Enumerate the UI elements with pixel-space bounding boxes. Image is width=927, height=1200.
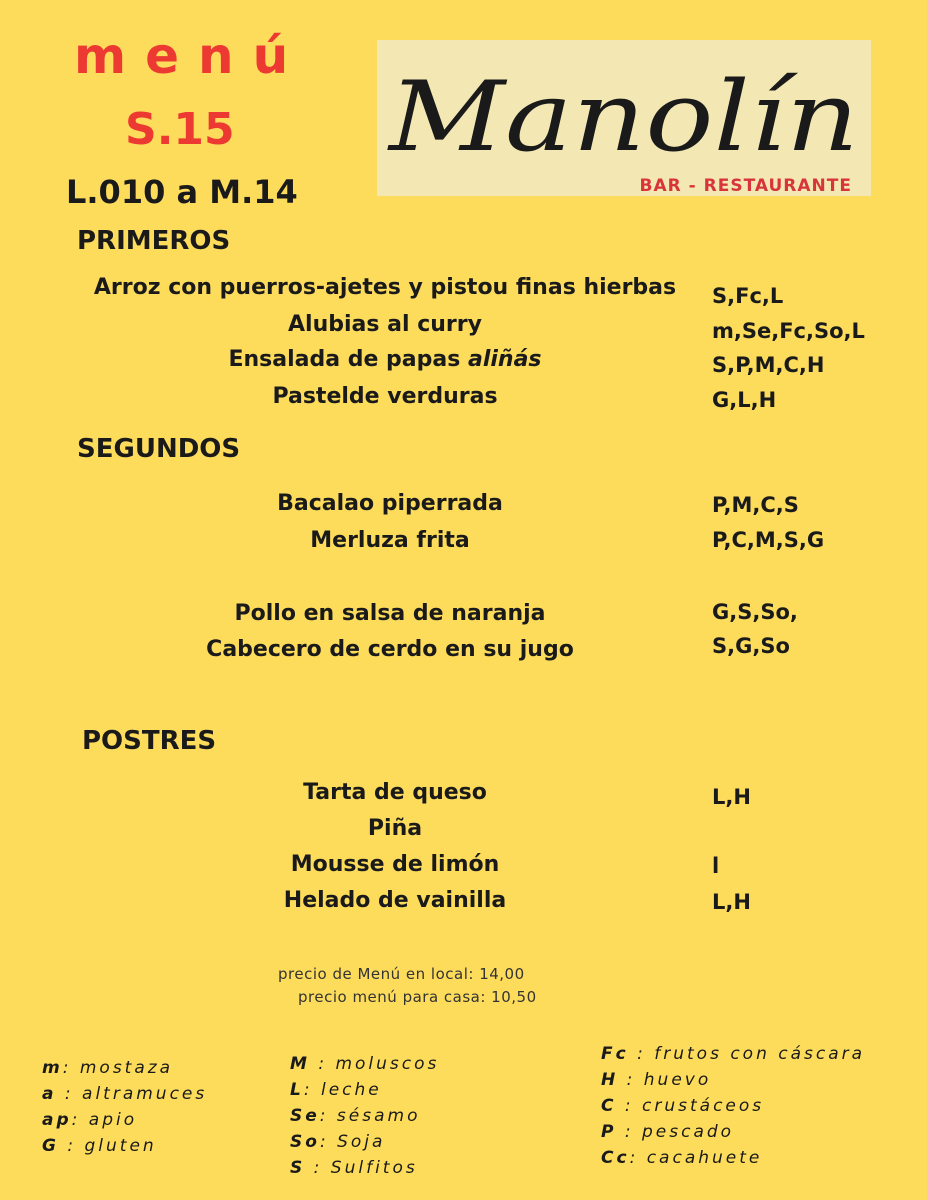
allergen-legend-col3 bbox=[601, 1041, 865, 1171]
legend-item: So: Soja bbox=[290, 1132, 386, 1152]
dish-primero-1: Arroz con puerros-ajetes y pistou finas hierbas bbox=[93, 275, 677, 300]
allergens-postre-3: l bbox=[712, 854, 720, 878]
allergen-legend-col2 bbox=[290, 1051, 439, 1181]
section-title-postres: POSTRES bbox=[82, 726, 217, 756]
dish-postre-2: Piña bbox=[367, 816, 423, 841]
legend-item: Cc: cacahuete bbox=[601, 1148, 763, 1168]
logo-subtitle: BAR - RESTAURANTE bbox=[639, 176, 852, 196]
allergens-postre-4: L,H bbox=[712, 890, 751, 914]
dish-postre-1: Tarta de queso bbox=[303, 780, 487, 805]
allergen-legend-col1 bbox=[42, 1055, 207, 1159]
logo-name: Manolín bbox=[386, 61, 859, 173]
restaurant-logo bbox=[377, 40, 871, 196]
legend-item: m: mostaza bbox=[42, 1058, 174, 1078]
dish-segundo-2: Merluza frita bbox=[310, 528, 470, 553]
legend-item: a : altramuces bbox=[42, 1084, 208, 1104]
allergens-segundo-4: S,G,So bbox=[712, 634, 790, 658]
section-title-segundos: SEGUNDOS bbox=[77, 434, 241, 464]
allergens-segundo-3: G,S,So, bbox=[712, 600, 798, 624]
legend-item: ap: apio bbox=[42, 1110, 138, 1130]
dish-postre-3: Mousse de limón bbox=[290, 852, 500, 877]
dish-segundo-1: Bacalao piperrada bbox=[277, 491, 503, 516]
dish-segundo-3: Pollo en salsa de naranja bbox=[234, 601, 546, 626]
legend-item: L: leche bbox=[290, 1080, 382, 1100]
allergens-segundo-2: P,C,M,S,G bbox=[712, 528, 825, 552]
legend-item: Se: sésamo bbox=[290, 1106, 421, 1126]
section-title-primeros: PRIMEROS bbox=[77, 226, 231, 256]
allergens-postre-1: L,H bbox=[712, 785, 751, 809]
price-home: precio menú para casa: 10,50 bbox=[298, 988, 537, 1006]
allergens-primero-1: S,Fc,L bbox=[712, 284, 784, 308]
allergens-segundo-1: P,M,C,S bbox=[712, 493, 799, 517]
dish-primero-3-italic: aliñás bbox=[468, 347, 542, 372]
logo-script-text bbox=[377, 50, 871, 180]
legend-item: Fc : frutos con cáscara bbox=[601, 1044, 866, 1064]
dish-primero-4: Pastelde verduras bbox=[272, 384, 498, 409]
legend-item: H : huevo bbox=[601, 1070, 712, 1090]
allergens-primero-2: m,Se,Fc,So,L bbox=[712, 319, 865, 343]
dish-primero-2: Alubias al curry bbox=[288, 312, 482, 337]
price-local: precio de Menú en local: 14,00 bbox=[278, 965, 525, 983]
menu-title: menú bbox=[74, 27, 308, 85]
allergens-primero-3: S,P,M,C,H bbox=[712, 353, 825, 377]
legend-item: C : crustáceos bbox=[601, 1096, 765, 1116]
date-range: L.010 a M.14 bbox=[66, 173, 298, 211]
dish-segundo-4: Cabecero de cerdo en su jugo bbox=[206, 637, 574, 662]
legend-item: S : Sulfitos bbox=[290, 1158, 418, 1178]
dish-primero-3 bbox=[40, 345, 730, 375]
dish-postre-4: Helado de vainilla bbox=[283, 888, 507, 913]
legend-item: M : moluscos bbox=[290, 1054, 440, 1074]
legend-item: G : gluten bbox=[42, 1136, 157, 1156]
dish-primero-3-text: Ensalada de papas bbox=[228, 347, 468, 372]
legend-item: P : pescado bbox=[601, 1122, 735, 1142]
allergens-primero-4: G,L,H bbox=[712, 388, 777, 412]
week-label: S.15 bbox=[125, 104, 235, 155]
